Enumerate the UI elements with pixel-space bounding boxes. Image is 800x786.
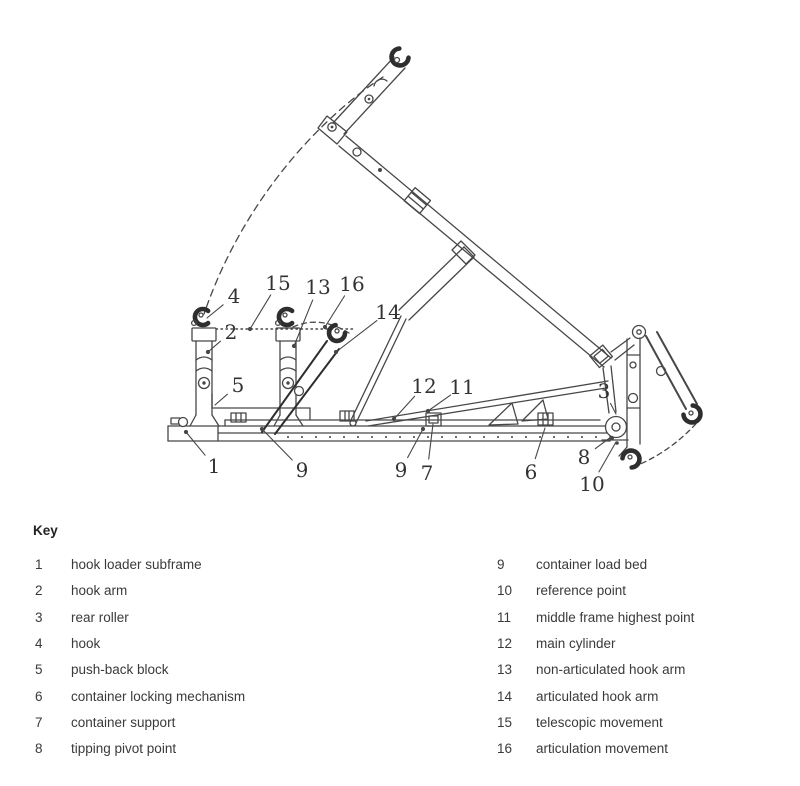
callout-number: 15 bbox=[265, 271, 291, 295]
key-item-label: container locking mechanism bbox=[71, 688, 246, 704]
rivet-dot bbox=[385, 436, 387, 438]
callout-14-4 bbox=[334, 300, 401, 354]
callout-leader bbox=[215, 394, 227, 405]
key-column-left bbox=[35, 557, 245, 768]
callout-leader bbox=[595, 437, 611, 449]
callout-number: 14 bbox=[375, 300, 401, 324]
callout-number: 12 bbox=[411, 374, 437, 398]
key-item-number: 8 bbox=[35, 741, 43, 757]
articulated-hook-arm bbox=[262, 325, 345, 434]
callout-target-dot bbox=[323, 325, 327, 329]
key-item-label: articulated hook arm bbox=[536, 688, 659, 704]
key-item bbox=[35, 662, 245, 688]
callout-number: 10 bbox=[579, 472, 605, 496]
callout-target-dot bbox=[206, 350, 210, 354]
callout-number: 6 bbox=[524, 460, 538, 484]
main-beam bbox=[346, 136, 611, 358]
rivet-dot bbox=[427, 436, 429, 438]
key-item bbox=[35, 583, 245, 609]
rivet-dot bbox=[455, 436, 457, 438]
callout-number: 7 bbox=[420, 461, 434, 485]
middle-frame-lowered bbox=[366, 381, 608, 426]
rear-roller bbox=[606, 417, 627, 438]
callout-number: 5 bbox=[231, 373, 245, 397]
callout-number: 3 bbox=[597, 379, 611, 403]
key-item-label: rear roller bbox=[71, 609, 129, 625]
key-item-number: 2 bbox=[35, 583, 43, 599]
key-item bbox=[497, 741, 694, 767]
raised-hook-arm bbox=[318, 49, 611, 368]
callout-12-7 bbox=[392, 374, 437, 421]
key-item-number: 4 bbox=[35, 636, 43, 652]
rivet-dot bbox=[511, 436, 513, 438]
key-item-label: tipping pivot point bbox=[71, 741, 177, 757]
key-item bbox=[497, 583, 694, 609]
callout-number: 9 bbox=[394, 458, 408, 482]
callout-leader bbox=[186, 432, 205, 455]
key-item-number: 11 bbox=[497, 609, 512, 625]
telescope-joint bbox=[404, 188, 430, 214]
callout-target-dot bbox=[426, 409, 430, 413]
key-item-number: 1 bbox=[35, 557, 43, 572]
rivet-dot bbox=[413, 436, 415, 438]
rivet-dot bbox=[581, 436, 583, 438]
callout-target-dot bbox=[292, 344, 296, 348]
rivet-dot bbox=[567, 436, 569, 438]
callout-leader bbox=[294, 300, 313, 346]
callout-number: 16 bbox=[339, 272, 365, 296]
key-item-label: hook arm bbox=[71, 583, 128, 599]
key-item-number: 5 bbox=[35, 662, 43, 678]
callout-leader bbox=[599, 442, 616, 472]
rivet-dot bbox=[343, 436, 345, 438]
callout-target-dot bbox=[248, 327, 252, 331]
callouts bbox=[184, 271, 616, 496]
key-item-label: main cylinder bbox=[536, 636, 616, 652]
key-item-number: 15 bbox=[497, 715, 513, 731]
callout-5-6 bbox=[215, 373, 244, 405]
rivet-dot bbox=[441, 436, 443, 438]
callout-target-dot bbox=[184, 430, 188, 434]
key-item-label: non-articulated hook arm bbox=[536, 662, 686, 678]
callout-8-15 bbox=[578, 437, 611, 469]
callout-number: 11 bbox=[449, 375, 475, 399]
callout-number: 8 bbox=[577, 445, 591, 469]
key-item-label: push-back block bbox=[71, 662, 169, 678]
key-item-label: container load bed bbox=[536, 557, 648, 572]
rivet-dot bbox=[525, 436, 527, 438]
callout-2-5 bbox=[206, 320, 237, 354]
key-item bbox=[497, 715, 694, 741]
key-heading: Key bbox=[33, 523, 58, 538]
rivet-dot bbox=[399, 436, 401, 438]
key-item bbox=[35, 610, 245, 636]
key-item bbox=[35, 715, 245, 741]
callout-9-11 bbox=[260, 427, 308, 482]
rivet-dot bbox=[301, 436, 303, 438]
callout-4-0 bbox=[207, 284, 240, 318]
rivet-dot bbox=[329, 436, 331, 438]
key-item-label: articulation movement bbox=[536, 741, 669, 757]
key-item-number: 6 bbox=[35, 688, 43, 704]
callout-number: 4 bbox=[227, 284, 241, 308]
rivet-dot bbox=[287, 436, 289, 438]
callout-leader bbox=[325, 296, 345, 327]
callout-6-14 bbox=[525, 428, 545, 484]
callout-leader bbox=[208, 341, 220, 352]
folded-arm-tilted bbox=[646, 332, 700, 422]
rivet-dots bbox=[287, 436, 597, 438]
folded-arm-vertical bbox=[619, 338, 640, 468]
key-item-label: hook bbox=[71, 636, 101, 652]
callout-13-2 bbox=[292, 275, 331, 348]
key-item-label: reference point bbox=[536, 583, 627, 599]
callout-target-dot bbox=[260, 427, 264, 431]
key-item-number: 3 bbox=[35, 609, 43, 625]
callout-leader bbox=[394, 396, 415, 419]
key-item bbox=[35, 557, 245, 583]
rear-articulation-arc bbox=[633, 418, 701, 467]
key-item-number: 14 bbox=[497, 688, 513, 704]
rivet-dot bbox=[357, 436, 359, 438]
callout-target-dot bbox=[334, 350, 338, 354]
callout-leader bbox=[250, 295, 271, 329]
key-item-label: hook loader subframe bbox=[71, 557, 202, 572]
key-item bbox=[35, 689, 245, 715]
key-section bbox=[0, 519, 800, 786]
rivet-dot bbox=[469, 436, 471, 438]
callout-number: 2 bbox=[224, 320, 238, 344]
callout-number: 9 bbox=[295, 458, 309, 482]
key-item-label: telescopic movement bbox=[536, 715, 663, 731]
callout-number: 1 bbox=[207, 454, 221, 478]
key-item bbox=[497, 689, 694, 715]
key-item-number: 16 bbox=[497, 741, 513, 757]
key-item-number: 9 bbox=[497, 557, 505, 572]
key-item-label: container support bbox=[71, 715, 176, 731]
rivet-dot bbox=[497, 436, 499, 438]
key-item bbox=[497, 636, 694, 662]
key-item bbox=[497, 557, 694, 583]
key-item bbox=[497, 610, 694, 636]
rivet-dot bbox=[595, 436, 597, 438]
key-item-number: 10 bbox=[497, 583, 513, 599]
callout-1-10 bbox=[184, 430, 220, 478]
callout-target-dot bbox=[421, 427, 425, 431]
key-item bbox=[497, 662, 694, 688]
key-item-label: middle frame highest point bbox=[536, 609, 695, 625]
key-item bbox=[35, 636, 245, 662]
callout-target-dot bbox=[392, 417, 396, 421]
callout-number: 13 bbox=[305, 275, 331, 299]
rivet-dot bbox=[315, 436, 317, 438]
rivet-dot bbox=[483, 436, 485, 438]
rivet-dot bbox=[553, 436, 555, 438]
rivet-dot bbox=[371, 436, 373, 438]
key-item-number: 7 bbox=[35, 715, 43, 731]
key-item-number: 13 bbox=[497, 662, 513, 678]
rivet-dot bbox=[539, 436, 541, 438]
key-item bbox=[35, 741, 245, 767]
key-column-right bbox=[497, 557, 694, 768]
key-item-number: 12 bbox=[497, 636, 513, 652]
